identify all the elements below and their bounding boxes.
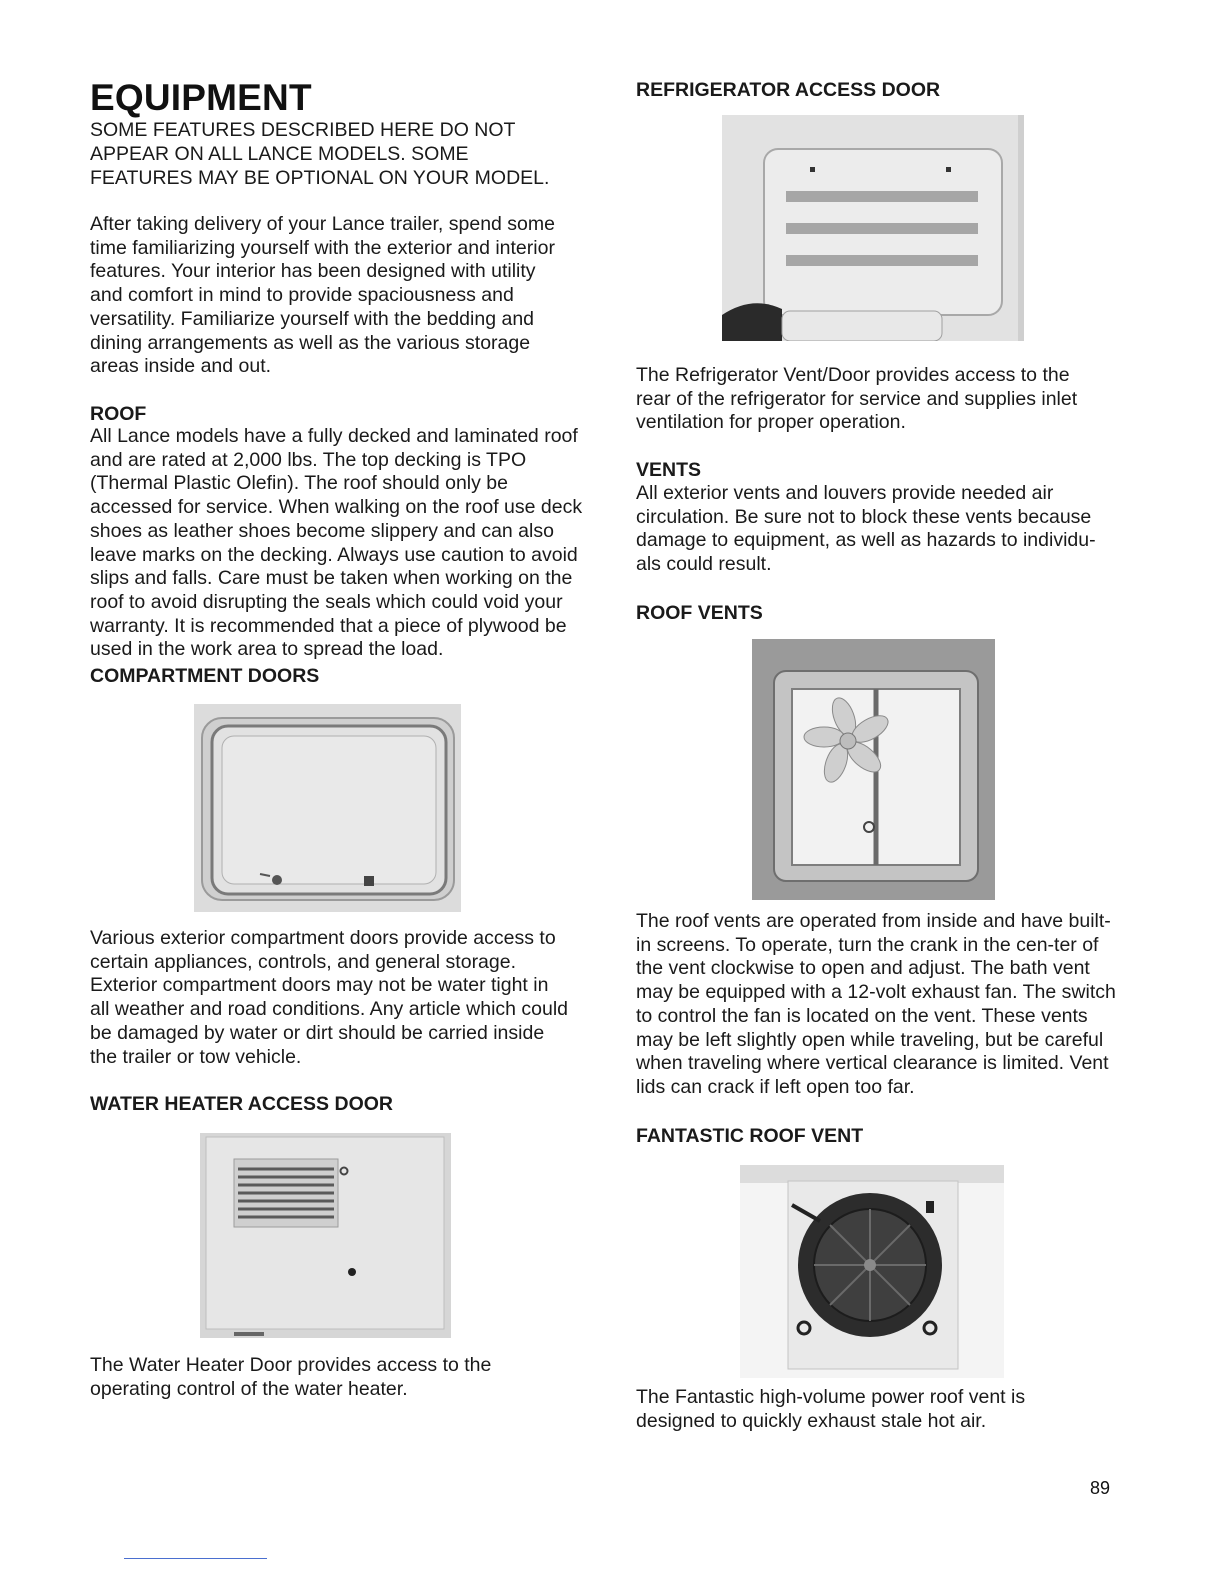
roof-heading: ROOF [90, 403, 147, 425]
intro-paragraph: After taking delivery of your Lance trailer, spend some time familiarizing yourself with the exterior and interior features. Your interior has been designed with utility and comfort in mind to provide spaciousness and versatility. Familiarize yourself with the bedding and dining arrangements as well as the various storage areas inside and out. [90, 213, 555, 378]
water-heater-door-photo [200, 1133, 451, 1338]
compartment-doors-paragraph: Various exterior compartment doors provide access to certain appliances, controls, and general storage. Exterior compartment doors may not be water tight in all weather and road conditions. Any article which could be damaged by water or dirt should be carried inside the trailer or tow vehicle. [90, 927, 569, 1068]
vents-paragraph: All exterior vents and louvers provide needed air circulation. Be sure not to block these vents because damage to equipment, as well as hazards to individu-als could result. [636, 482, 1096, 576]
refrigerator-paragraph: The Refrigerator Vent/Door provides access to the rear of the refrigerator for service and supplies inlet ventilation for proper operation. [636, 364, 1078, 434]
compartment-doors-heading: COMPARTMENT DOORS [90, 665, 320, 687]
roof-vent-photo [752, 639, 995, 900]
intro-notice: SOME FEATURES DESCRIBED HERE DO NOT APPEAR ON ALL LANCE MODELS. SOME FEATURES MAY BE OPTIONAL ON YOUR MODEL. [90, 119, 550, 189]
fantastic-vent-photo [740, 1165, 1004, 1378]
refrigerator-heading: REFRIGERATOR ACCESS DOOR [636, 79, 941, 101]
roof-paragraph: All Lance models have a fully decked and laminated roof and are rated at 2,000 lbs. The top decking is TPO (Thermal Plastic Olefin). The roof should only be accessed for service. When walking on the roof use deck shoes as leather shoes become slippery and can also leave marks on the decking. Always use caution to avoid slips and falls. Care must be taken when working on the roof to avoid disrupting the seals which could void your warranty. It is recommended that a piece of plywood be used in the work area to spread the load. [90, 425, 583, 661]
footer-link-line [124, 1558, 267, 1559]
water-heater-paragraph: The Water Heater Door provides access to the operating control of the water heater. [90, 1354, 492, 1400]
fantastic-paragraph: The Fantastic high-volume power roof vent is designed to quickly exhaust stale hot air. [636, 1386, 1026, 1432]
water-heater-heading: WATER HEATER ACCESS DOOR [90, 1093, 393, 1115]
vents-heading: VENTS [636, 459, 702, 481]
roof-vents-paragraph: The roof vents are operated from inside and have built-in screens. To operate, turn the crank in the cen-ter of the vent clockwise to open and adjust. The bath vent may be equipped with a 12-volt exhaust fan. The switch to control the fan is located on the vent. These vents may be left slightly open while traveling, but be careful when traveling where vertical clearance is limited. Vent lids can crack if left open too far. [636, 910, 1116, 1098]
fantastic-heading: FANTASTIC ROOF VENT [636, 1125, 864, 1147]
refrigerator-door-photo [722, 115, 1024, 341]
compartment-door-photo [194, 704, 461, 912]
roof-vents-heading: ROOF VENTS [636, 602, 763, 624]
page-number: 89 [1090, 1478, 1111, 1498]
page-title: EQUIPMENT [90, 77, 312, 118]
